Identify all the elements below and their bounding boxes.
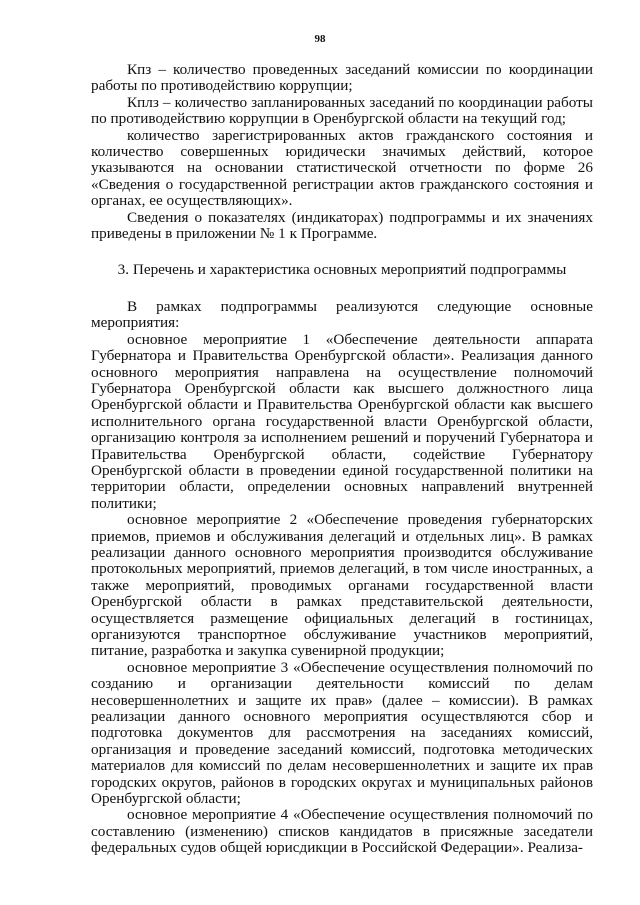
document-body [91,62,593,857]
paragraph-intro: В рамках подпрограммы реализуются следующие основные мероприятия: [91,297,593,332]
paragraph-measure-2: основное мероприятие 2 «Обеспечение проведения губернаторских приемов, приемов и обслуживания делегаций и отдельных лиц». В рамках реализации данного основного мероприятия производится обслуживание протокольных мероприятий, приемов делегаций, в том числе иностранных, а также мероприятий, проводимых органами государственной власти Оренбургской области в рамках представительской деятельности, осуществляется размещение официальных делегаций в гостиницах, организуются транспортное обслуживание участников мероприятий, питание, разработка и закупка сувенирной продукции; [91,511,593,660]
paragraph-registered-acts: количество зарегистрированных актов гражданского состояния и количество совершенных юридически значимых действий, которое указываются на основании статистической отчетности по форме 26 «Сведения о государственной регистрации актов гражданского состояния и органах, ее осуществляющих». [91,126,593,210]
paragraph-measure-1: основное мероприятие 1 «Обеспечение деятельности аппарата Губернатора и Правительства Оренбургской области». Реализация данного основного мероприятия направлена на осуществление полномочий Губернатора Оренбургской области как высшего должностного лица Оренбургской области и Правительства Оренбургской области как высшего исполнительного органа государственной власти Оренбургской области, организацию контроля за исполнением решений и поручений Губернатора и Правительства Оренбургской области, содействие Губернатору Оренбургской области в проведении единой государственной политики на территории области, определении основных направлений внутренней политики; [91,330,593,512]
paragraph-measure-4: основное мероприятие 4 «Обеспечение осуществления полномочий по составлению (изменению) списков кандидатов в присяжные заседатели федеральных судов общей юрисдикции в Российской Федерации». Реализа- [91,806,593,857]
paragraph-kplz: Кплз – количество запланированных заседаний по координации работы по противодействию коррупции в Оренбургской области на текущий год; [91,93,593,128]
section-heading: 3. Перечень и характеристика основных мероприятий подпрограммы [117,261,567,279]
paragraph-measure-3: основное мероприятие 3 «Обеспечение осуществления полномочий по созданию и организации деятельности комиссий по делам несовершеннолетних и защите их прав» (далее – комиссии). В рамках реализации данного основного мероприятия осуществляются сбор и подготовка документов для рассмотрения на заседаниях комиссий, организация и проведение заседаний комиссий, подготовка методических материалов для комиссий по делам несовершеннолетних и защите их прав городских округов, районов в городских округах и муниципальных районов Оренбургской области; [91,658,593,808]
page-number: 98 [314,33,326,45]
paragraph-indicators: Сведения о показателях (индикаторах) подпрограммы и их значениях приведены в приложении № 1 к Программе. [91,208,593,243]
paragraph-kpz: Кпз – количество проведенных заседаний комиссии по координации работы по противодействию коррупции; [91,61,593,95]
